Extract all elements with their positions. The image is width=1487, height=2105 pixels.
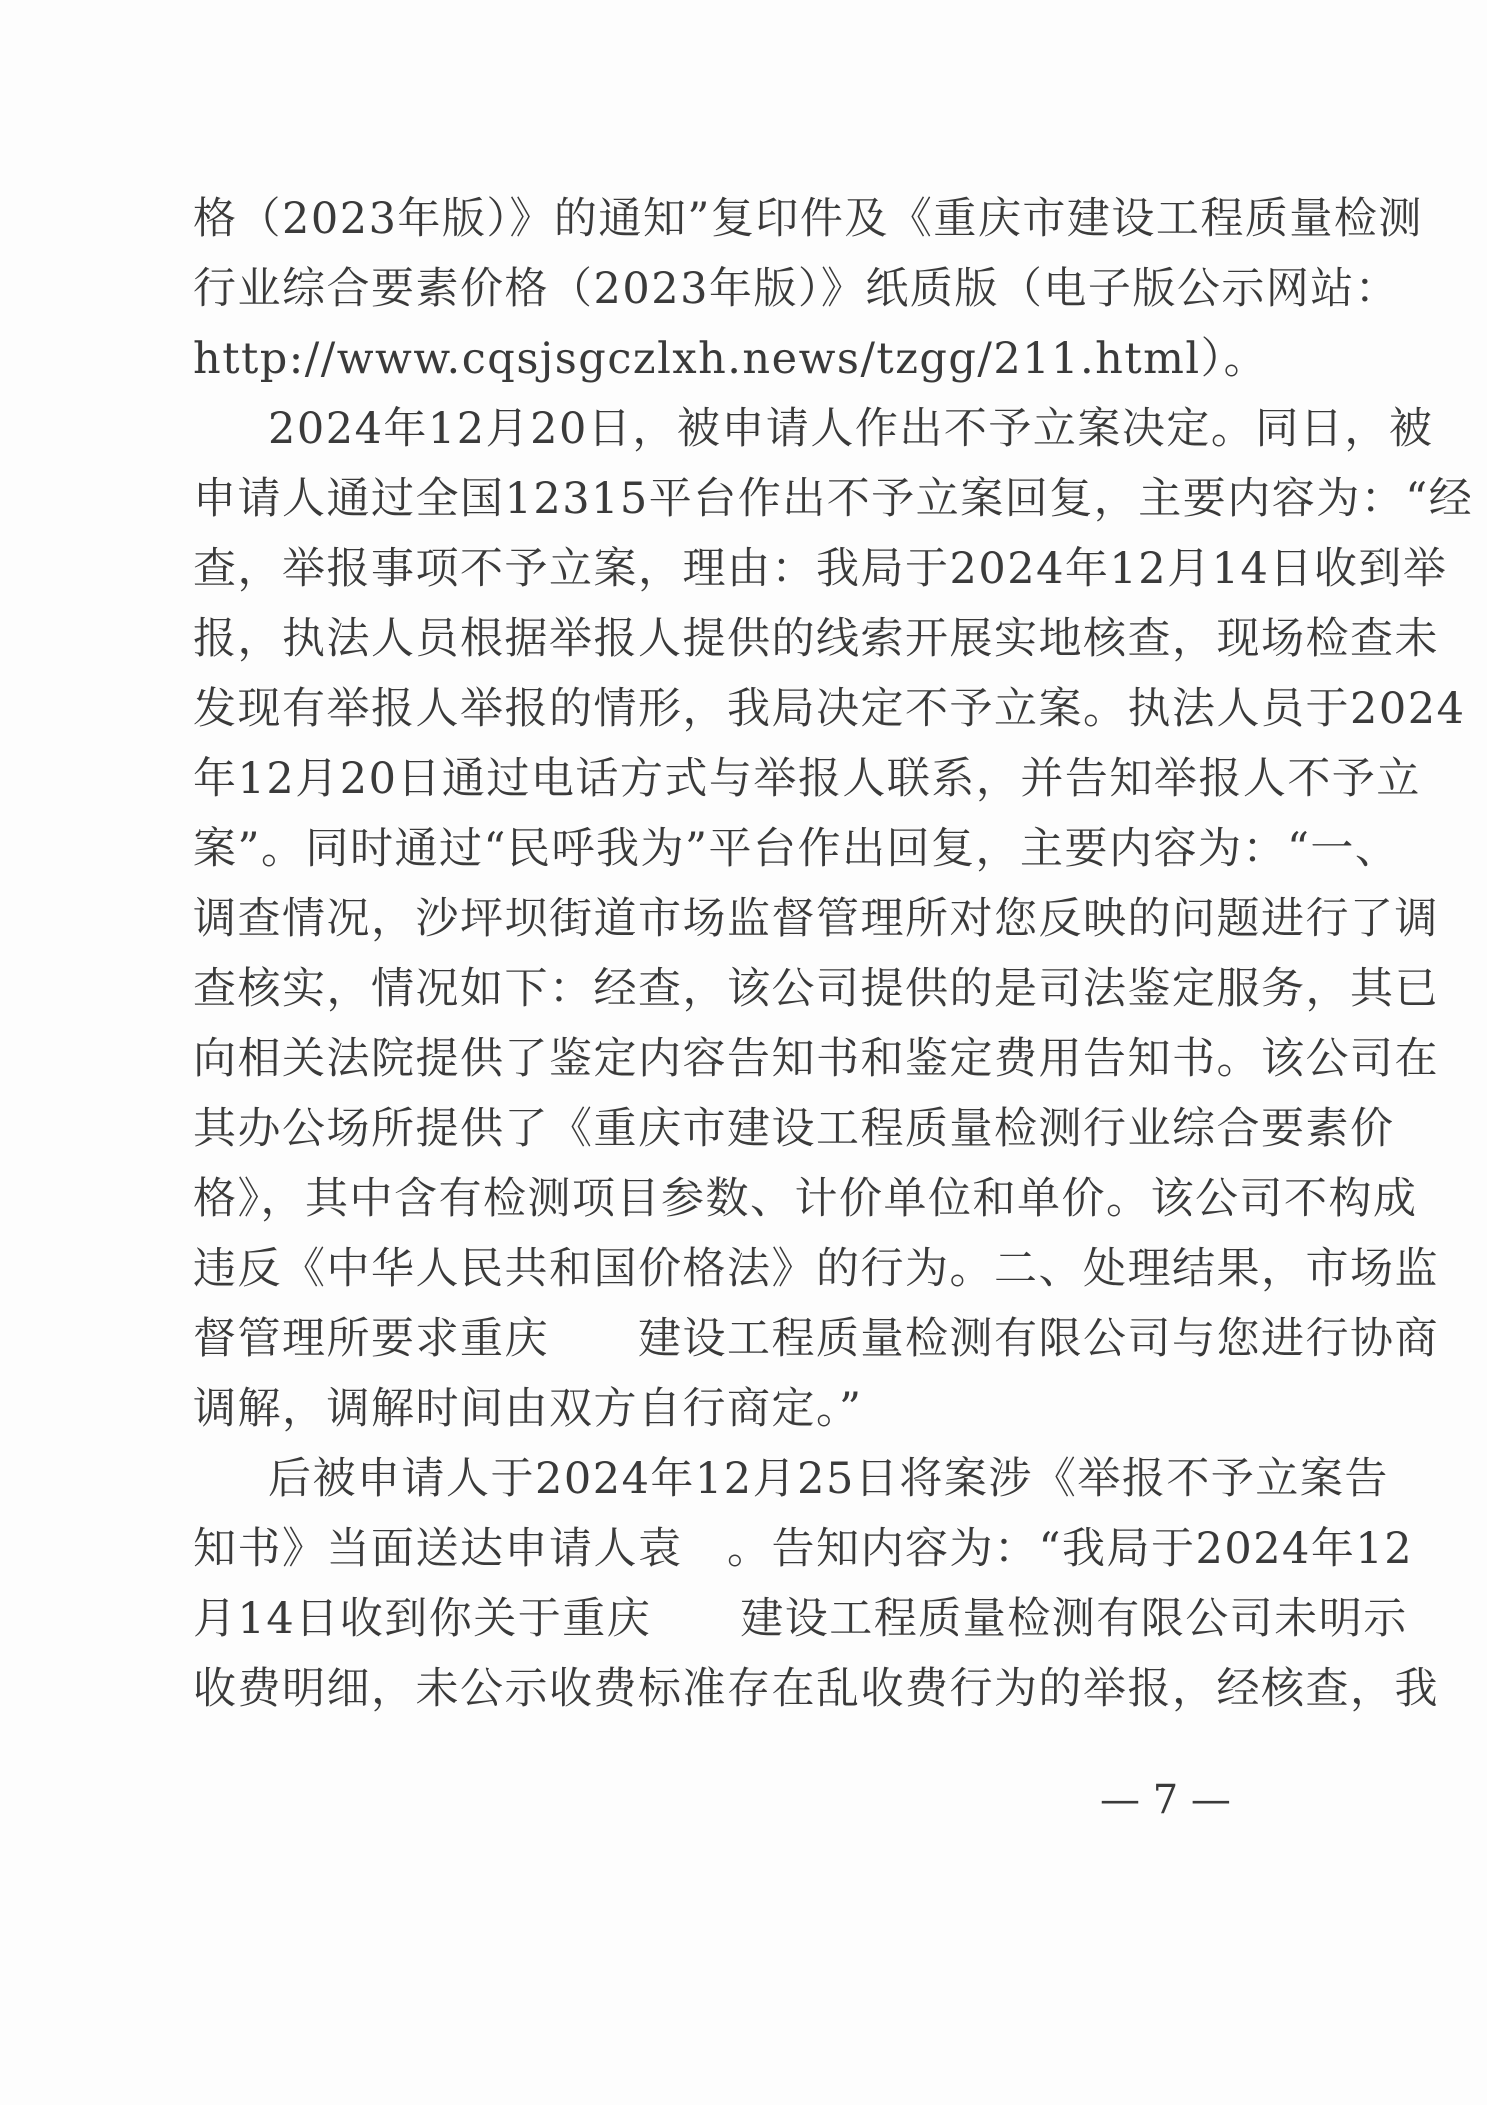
text-line-18: 调解，调解时间由双方自行商定。” bbox=[193, 1384, 863, 1434]
text-line-10: 案”。同时通过“民呼我为”平台作出回复，主要内容为：“一、 bbox=[193, 824, 1400, 874]
text-line-5: 申请人通过全国12315平台作出不予立案回复，主要内容为：“经 bbox=[193, 474, 1474, 524]
text-line-3: http://www.cqsjsgczlxh.news/tzgg/211.html）。 bbox=[193, 334, 1269, 384]
text-line-15: 格》，其中含有检测项目参数、计价单位和单价。该公司不构成 bbox=[193, 1174, 1418, 1224]
text-line-11: 调查情况，沙坪坝街道市场监督管理所对您反映的问题进行了调 bbox=[193, 894, 1439, 944]
text-line-6: 查，举报事项不予立案，理由：我局于2024年12月14日收到举 bbox=[193, 544, 1448, 594]
text-line-4: 2024年12月20日，被申请人作出不予立案决定。同日，被 bbox=[268, 404, 1434, 454]
text-line-17: 督管理所要求重庆 建设工程质量检测有限公司与您进行协商 bbox=[193, 1314, 1439, 1364]
text-line-7: 报，执法人员根据举报人提供的线索开展实地核查，现场检查未 bbox=[193, 614, 1439, 664]
text-line-22: 收费明细，未公示收费标准存在乱收费行为的举报，经核查，我 bbox=[193, 1664, 1439, 1714]
text-line-14: 其办公场所提供了《重庆市建设工程质量检测行业综合要素价 bbox=[193, 1104, 1395, 1154]
text-line-13: 向相关法院提供了鉴定内容告知书和鉴定费用告知书。该公司在 bbox=[193, 1034, 1439, 1084]
text-line-12: 查核实，情况如下：经查，该公司提供的是司法鉴定服务，其已 bbox=[193, 964, 1439, 1014]
text-line-9: 年12月20日通过电话方式与举报人联系，并告知举报人不予立 bbox=[193, 754, 1421, 804]
page-number: — 7 — bbox=[1100, 1777, 1231, 1823]
text-line-20: 知书》当面送达申请人袁 。告知内容为：“我局于2024年12 bbox=[193, 1524, 1414, 1574]
text-line-1: 格（2023年版）》的通知”复印件及《重庆市建设工程质量检测 bbox=[193, 194, 1423, 244]
text-line-19: 后被申请人于2024年12月25日将案涉《举报不予立案告 bbox=[268, 1454, 1389, 1504]
text-line-2: 行业综合要素价格（2023年版）》纸质版（电子版公示网站： bbox=[193, 264, 1400, 314]
text-line-16: 违反《中华人民共和国价格法》的行为。二、处理结果，市场监 bbox=[193, 1244, 1439, 1294]
text-line-21: 月14日收到你关于重庆 建设工程质量检测有限公司未明示 bbox=[193, 1594, 1408, 1644]
text-line-8: 发现有举报人举报的情形，我局决定不予立案。执法人员于2024 bbox=[193, 684, 1466, 734]
